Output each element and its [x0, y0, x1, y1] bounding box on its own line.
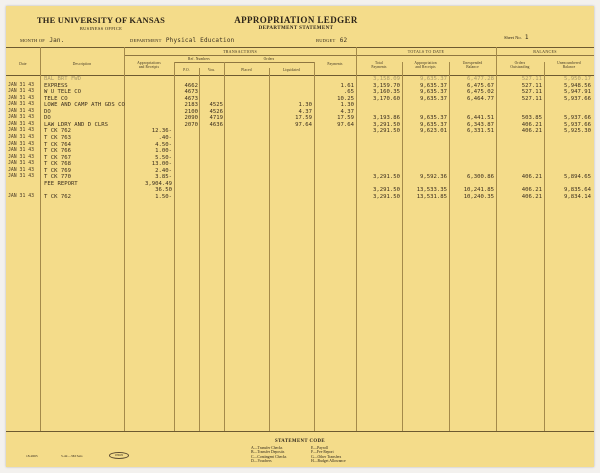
cell-unexp: 10,240.35 [463, 193, 494, 200]
cell-liq: 1.30 [298, 102, 312, 109]
col-orders-outstanding [496, 61, 544, 70]
cell-orders: 406.21 [521, 187, 542, 194]
cell-vou: 4525 [209, 102, 223, 109]
table-row [6, 194, 594, 201]
cell-po: 2183 [184, 102, 198, 109]
col-liquidated: Liquidated [282, 68, 301, 72]
cell-desc: T CK 770 [44, 174, 71, 181]
cell-date: JAN 31 43 [8, 121, 34, 127]
cell-orders: 527.11 [521, 82, 542, 89]
col-total-payments-line2: Payments [371, 65, 387, 70]
cell-appr: 5.50- [155, 154, 172, 161]
ghost-orders: 527.11 [521, 76, 542, 82]
table-row [6, 168, 594, 175]
cell-apprtot: 9,592.36 [420, 174, 447, 181]
cell-appr: 3.85- [155, 174, 172, 181]
code-item: B—Transfer Deposits [251, 450, 285, 455]
cell-unexp: 6,331.51 [467, 128, 494, 135]
cell-desc: T CK 762 [44, 128, 71, 135]
cell-unenc: 5,937.66 [564, 95, 591, 102]
cell-unexp: 10,241.85 [463, 187, 494, 194]
print-number: 5-42—3M Sets [61, 454, 83, 458]
ghost-unexp: 6,477.28 [467, 76, 494, 82]
cell-unenc: 5,947.91 [564, 89, 591, 96]
cell-unexp: 6,343.87 [467, 121, 494, 128]
col-total-payments [356, 61, 402, 70]
col-date: Date [19, 62, 27, 66]
cell-date: JAN 31 43 [8, 148, 34, 154]
department-value: Physical Education [165, 37, 235, 44]
office-name: BUSINESS OFFICE [79, 26, 123, 31]
month-label: MONTH OF [20, 38, 45, 43]
col-unexpended [449, 61, 496, 70]
cell-unenc: 5,937.66 [564, 115, 591, 122]
col-appr-receipts-line2: and Receipts [415, 65, 436, 70]
cell-total: 3,291.50 [373, 121, 400, 128]
cell-appr: 3,904.49 [145, 180, 172, 187]
cell-orders: 406.21 [521, 121, 542, 128]
subgroup-rule [174, 62, 314, 63]
ledger-title-block [221, 15, 371, 31]
cell-appr: 2.40- [155, 167, 172, 174]
cell-unexp: 6,475.02 [467, 89, 494, 96]
sheet-number-value: 1 [524, 34, 529, 41]
cell-po: 4673 [184, 95, 198, 102]
code-item: H—Budget Allowance [311, 459, 346, 464]
cell-total: 3,291.50 [373, 128, 400, 135]
codes-right [311, 446, 346, 464]
code-item: D—Vouchers [251, 459, 272, 464]
cell-orders: 406.21 [521, 193, 542, 200]
group-transactions: TRANSACTIONS [222, 49, 258, 54]
cell-desc: T CK 769 [44, 167, 71, 174]
cell-orders: 406.21 [521, 174, 542, 181]
cell-desc: T CK 762 [44, 193, 71, 200]
budget-label: BUDGET [316, 38, 336, 43]
cell-desc: T CK 767 [44, 154, 71, 161]
month-value: Jan. [49, 37, 65, 44]
cell-pay: 1.30 [340, 102, 354, 109]
cell-po: 4673 [184, 89, 198, 96]
form-number: 18-2665 [26, 454, 38, 458]
cell-apprtot: 9,635.37 [420, 121, 447, 128]
cell-total: 3,159.70 [373, 82, 400, 89]
cell-desc: W U TELE CO [44, 89, 82, 96]
month-field [20, 37, 65, 44]
cell-date: JAN 31 43 [8, 102, 34, 108]
col-orders-outstanding-line2: Outstanding [510, 65, 530, 70]
cell-desc: T CK 764 [44, 141, 71, 148]
cell-date: JAN 31 43 [8, 82, 34, 88]
code-item: G—Other Transfers [311, 454, 342, 459]
statement-footer [6, 431, 594, 467]
col-appropriations-line2: and Receipts [138, 65, 160, 70]
cell-date: JAN 31 43 [8, 174, 34, 180]
institution-header [36, 15, 166, 31]
cell-desc: TELE CO [44, 95, 68, 102]
cell-date: JAN 31 43 [8, 167, 34, 173]
cell-pay: .65 [343, 89, 354, 96]
cell-orders: 527.11 [521, 95, 542, 102]
cell-total: 3,193.86 [373, 115, 400, 122]
ghost-unenc: 5,950.17 [564, 76, 591, 82]
cell-appr: 36.50 [155, 187, 172, 194]
col-appr-receipts-line1: Appropriation [414, 61, 437, 65]
cell-unenc: 5,894.65 [564, 174, 591, 181]
institution-name: THE UNIVERSITY OF KANSAS [36, 15, 166, 25]
cell-unenc: 5,937.66 [564, 121, 591, 128]
cell-unexp: 6,441.51 [467, 115, 494, 122]
cell-appr: 12.36- [151, 128, 172, 135]
sheet-number [504, 34, 529, 41]
code-item: C—Contingent Checks [251, 454, 287, 459]
cell-date: JAN 31 43 [8, 154, 34, 160]
ledger-title: APPROPRIATION LEDGER [234, 15, 358, 25]
cell-vou: 4526 [209, 108, 223, 115]
col-unexpended-line1: Unexpended [462, 61, 483, 65]
cell-apprtot: 13,533.35 [416, 187, 447, 194]
cell-apprtot: 13,531.85 [416, 193, 447, 200]
cell-total: 3,291.50 [373, 174, 400, 181]
cell-date: JAN 31 43 [8, 141, 34, 147]
cell-unexp: 6,300.86 [467, 174, 494, 181]
codes-left [251, 446, 286, 464]
cell-total: 3,291.50 [373, 193, 400, 200]
cell-liq: 97.64 [295, 121, 312, 128]
code-item: E—Payroll [311, 446, 329, 450]
cell-date: JAN 31 43 [8, 115, 34, 121]
ledger-sheet [6, 6, 594, 467]
cell-po: 2070 [184, 121, 198, 128]
code-item: A—Transfer Checks [251, 446, 283, 450]
cell-unenc: 9,834.14 [564, 193, 591, 200]
col-orders-outstanding-line1: Orders [514, 61, 526, 65]
cell-unenc: 5,948.56 [564, 82, 591, 89]
cell-apprtot: 9,635.37 [420, 115, 447, 122]
budget-value: 62 [339, 37, 348, 44]
table-row [6, 135, 594, 142]
cell-orders: 527.11 [521, 89, 542, 96]
col-appropriations-line1: Appropriations [137, 61, 161, 65]
col-unexpended-line2: Balance [466, 65, 479, 70]
cell-po: 2100 [184, 108, 198, 115]
cell-apprtot: 9,623.01 [420, 128, 447, 135]
ledger-subtitle: DEPARTMENT STATEMENT [258, 26, 334, 31]
cell-pay: 17.59 [337, 115, 354, 122]
cell-unenc: 5,925.30 [564, 128, 591, 135]
cell-unenc: 9,835.64 [564, 187, 591, 194]
grid-top-rule [6, 47, 594, 48]
cell-date: JAN 31 43 [8, 95, 34, 101]
cell-unexp: 6,475.67 [467, 82, 494, 89]
cell-date: JAN 31 43 [8, 108, 34, 114]
cell-desc: T CK 763 [44, 134, 71, 141]
cell-desc: T CK 766 [44, 148, 71, 155]
cell-orders: 503.85 [521, 115, 542, 122]
group-totals: TOTALS TO DATE [407, 49, 445, 54]
cell-pay: 1.61 [340, 82, 354, 89]
cell-liq: 4.37 [298, 108, 312, 115]
col-unencumbered [544, 61, 594, 70]
col-appropriations [124, 61, 174, 70]
cell-date: JAN 31 43 [8, 193, 34, 199]
cell-orders: 406.21 [521, 128, 542, 135]
cell-vou: 4719 [209, 115, 223, 122]
cell-desc: FEE REPORT [44, 180, 78, 187]
ghost-appr: 9,635.37 [420, 76, 447, 82]
col-vou: Vou. [207, 68, 216, 72]
cell-desc: LOWE AND CAMP ATH GDS CO [44, 102, 125, 109]
cell-total: 3,291.50 [373, 187, 400, 194]
cell-apprtot: 9,635.37 [420, 82, 447, 89]
cell-liq: 17.59 [295, 115, 312, 122]
cell-desc: T CK 768 [44, 161, 71, 168]
cell-pay: 10.25 [337, 95, 354, 102]
col-appr-receipts [402, 61, 449, 70]
cell-pay: 97.64 [337, 121, 354, 128]
ghost-desc: BAL BRT FWD [44, 76, 82, 82]
cell-pay: 4.37 [340, 108, 354, 115]
budget-field [316, 37, 347, 44]
ghost-total: 3,158.09 [373, 76, 400, 82]
col-total-payments-line1: Total [374, 61, 384, 65]
group-orders: Orders [263, 57, 275, 61]
table-row [6, 102, 594, 109]
col-description: Description [72, 62, 92, 66]
col-unencumbered-line2: Balance [562, 65, 576, 70]
cell-date: JAN 31 43 [8, 128, 34, 134]
department-field [130, 37, 234, 44]
department-label: DEPARTMENT [130, 38, 162, 43]
col-unencumbered-line1: Unencumbered [557, 61, 581, 65]
cell-desc: DO [44, 108, 51, 115]
cell-total: 3,160.35 [373, 89, 400, 96]
group-ref-numbers: Ref. Numbers [188, 57, 210, 61]
ghost-row [6, 76, 594, 82]
cell-desc: LAW LDRY AND D CLRS [44, 121, 108, 128]
cell-date: JAN 31 43 [8, 89, 34, 95]
cell-appr: 1.50- [155, 193, 172, 200]
col-po: P.O. [183, 68, 190, 72]
group-rule [124, 55, 594, 56]
statement-code-title: STATEMENT CODE [275, 439, 325, 444]
cell-appr: 1.00- [155, 148, 172, 155]
cell-appr: 13.00- [151, 161, 172, 168]
cell-apprtot: 9,635.37 [420, 95, 447, 102]
cell-desc: EXPRESS [44, 82, 68, 89]
union-label-logo: UNION [109, 452, 129, 459]
cell-appr: 4.50- [155, 141, 172, 148]
cell-po: 4662 [184, 82, 198, 89]
footer-rule [6, 431, 594, 432]
cell-appr: .40- [158, 134, 172, 141]
cell-apprtot: 9,635.37 [420, 89, 447, 96]
cell-date: JAN 31 43 [8, 161, 34, 167]
group-balances: BALANCES [533, 49, 557, 54]
sheet-number-label: Sheet No. [504, 35, 522, 40]
cell-vou: 4636 [209, 121, 223, 128]
cell-unexp: 6,464.77 [467, 95, 494, 102]
cell-desc: DO [44, 115, 51, 122]
cell-total: 3,170.60 [373, 95, 400, 102]
col-placed: Placed [241, 68, 252, 72]
col-payments: Payments [327, 62, 343, 66]
code-item: F—Fee Report [311, 450, 334, 455]
cell-po: 2090 [184, 115, 198, 122]
cell-date: JAN 31 43 [8, 134, 34, 140]
